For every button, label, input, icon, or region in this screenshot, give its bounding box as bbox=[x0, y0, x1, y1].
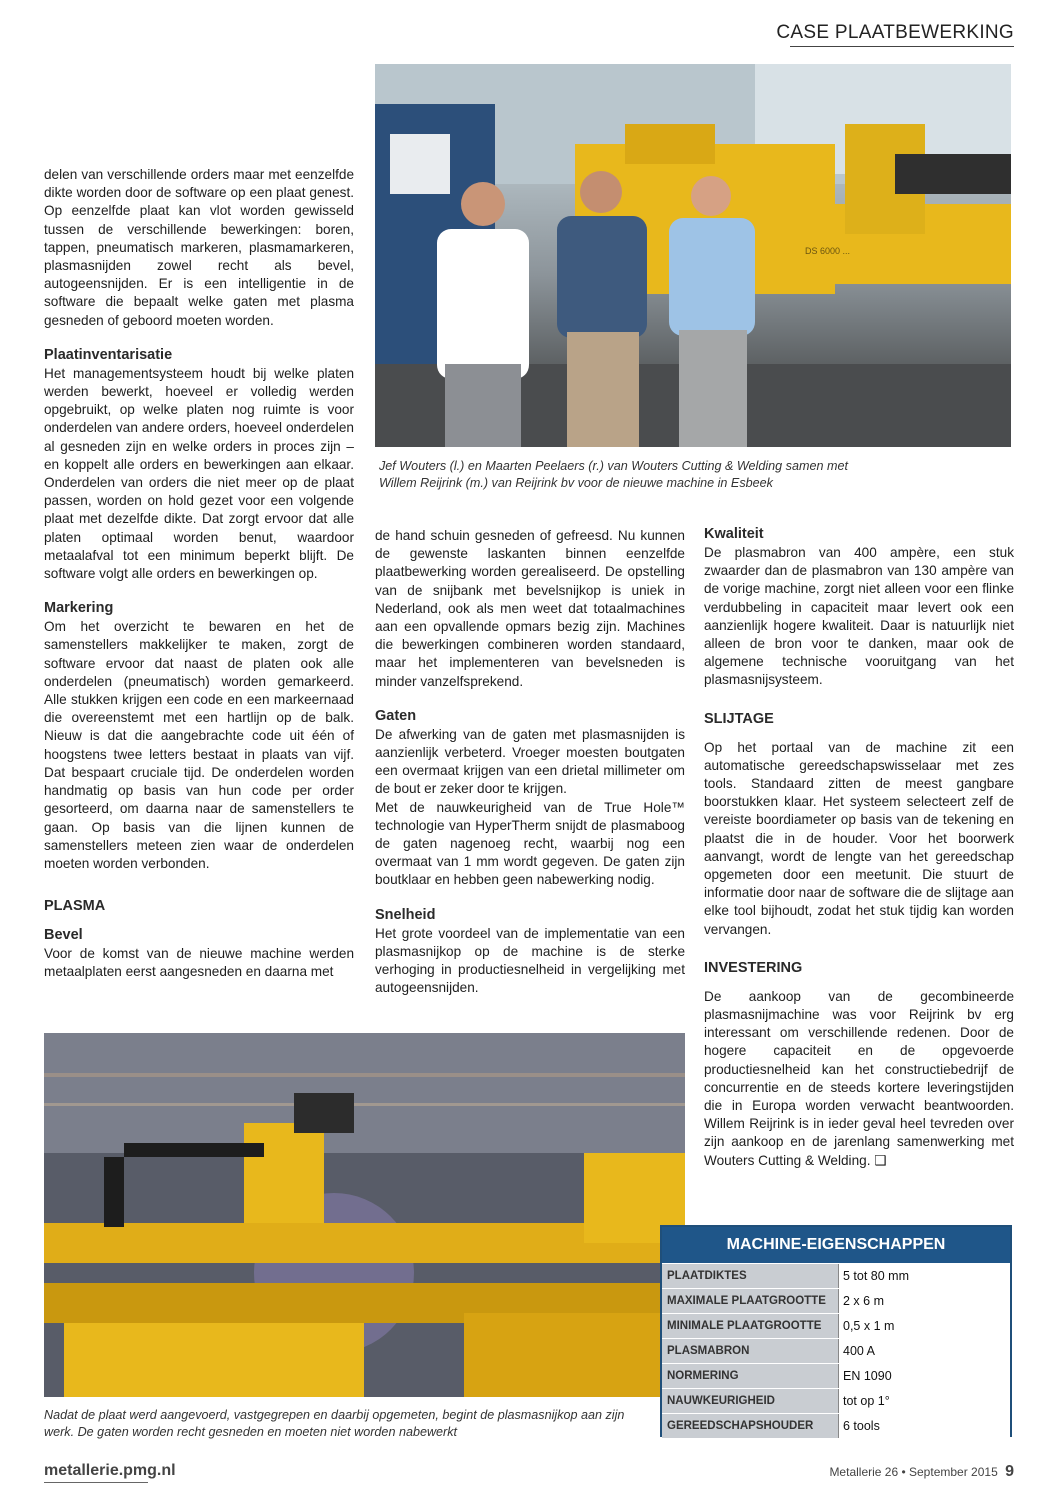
spec-key: GEREEDSCHAPSHOUDER bbox=[662, 1414, 838, 1438]
paragraph-investering: De aankoop van de gecombineerde plasmasnijmachine was voor Reijrink bv erg interessant om verschillende redenen. Door de hogere capaciteit en de opgevoerde productiesnelheid kan het constructiebedrijf de concurrentie en de steeds kortere leveringstijden die in Europa worden verwacht beantwoorden. Willem Reijrink is in ieder geval heel tevreden over zijn aankoop en de jarenlang samenwerking met Wouters Cutting & Welding. ❑ bbox=[704, 988, 1014, 1168]
paragraph-snelheid: Het grote voordeel van de implementatie van een plasmasnijkop op de machine is de sterke verhoging in productiesnelheid in vergelijking met autogeensnijden. bbox=[375, 925, 685, 996]
machine-label: DS 6000 ... bbox=[805, 246, 851, 256]
paragraph-plaatinventarisatie: Het managementsysteem houdt bij welke platen werden bewerkt, hoeveel er volledig werden opgebruikt, op welke platen nog ruimte is voor onderdelen van andere orders, hoeveel onderdelen al gesneden zijn en welke orders in proces zijn – en koppelt alle orders en bewerkingen aan elkaar. Onderdelen van orders die niet meer op de plaat passen, worden on hold gezet voor een volgende plaat met dezelfde dikte. Dat zorgt ervoor dat alle platen optimaal worden benut, waardoor metaalafval tot een minimum beperkt blijft. De software volgt alle orders en bewerkingen op. bbox=[44, 365, 354, 582]
heading-markering: Markering bbox=[44, 600, 114, 617]
spec-table bbox=[660, 1225, 1012, 1437]
paragraph-gaten-2: Met de nauwkeurigheid van de True Hole™ technologie van HyperTherm snijdt de plasmaboog de gaten nagenoeg recht, waarbij nog een overmaat van 1 mm wordt gegeven. De gaten zijn boutklaar en hebben geen nabewerking nodig. bbox=[375, 799, 685, 888]
paragraph-bevel-cont: de hand schuin gesneden of gefreesd. Nu kunnen de gewenste laskanten binnen eenzelfde plaatbewerking worden gerealiseerd. De opstelling van de snijbank met bevelsnijkop is uniek in Nederland, ook als men weet dat totaalmachines aan een opvallende opmars bezig zijn. Machines die bewerkingen combineren worden standaard, maar het implementeren van bevelsneden is minder vanzelfsprekend. bbox=[375, 528, 685, 689]
paragraph-bevel: Voor de komst van de nieuwe machine werden metaalplaten eerst aangesneden en daarna met bbox=[44, 946, 354, 980]
column-1 bbox=[44, 166, 354, 982]
heading-plasma: PLASMA bbox=[44, 898, 106, 915]
column-3 bbox=[704, 525, 1014, 1170]
spec-row bbox=[662, 1363, 1010, 1388]
spec-key: PLASMABRON bbox=[662, 1339, 838, 1363]
heading-snelheid: Snelheid bbox=[375, 906, 436, 923]
page-number: 9 bbox=[1005, 1463, 1014, 1480]
heading-slijtage: SLIJTAGE bbox=[704, 710, 774, 727]
footer-issue bbox=[829, 1463, 1014, 1481]
section-title: CASE PLAATBEWERKING bbox=[776, 22, 1014, 43]
spec-row bbox=[662, 1413, 1010, 1438]
footer-website-link[interactable]: metallerie.pmg.nl bbox=[44, 1462, 176, 1479]
paragraph-kwaliteit: De plasmabron van 400 ampère, een stuk zwaarder dan de plasmabron van 130 ampère van de vorige machine, zorgt niet alleen voor een flinke verdubbeling in capaciteit maar levert ook een aanzienlijk hogere kwaliteit. Daar is natuurlijk niet alleen de bron voor te danken, maar ook de algemene technische vooruitgang van het plasmasnijsysteem. bbox=[704, 545, 1014, 688]
spec-row bbox=[662, 1288, 1010, 1313]
paragraph-markering: Om het overzicht te bewaren en het de samenstellers makkelijker te maken, zorgt de software ervoor dat naast de platen ook alle onderdelen (pneumatisch) worden gemarkeerd. Alle stukken krijgen een code en een markeernaad die overeenstemt met een hartlijn op de balk. Nieuw is dat die aangebrachte code uit één of hoogstens twee letters bestaat in plaats van vijf. Dat bespaart cruciale tijd. De onderdelen worden handmatig op basis van hun code per order gesorteerd, om daarna naar de samenstellers te gaan. Op basis van die lijnen kunnen de samenstellers meteen zien waar de onderdelen moeten worden verbonden. bbox=[44, 619, 354, 871]
spec-row bbox=[662, 1313, 1010, 1338]
column-2 bbox=[375, 527, 685, 997]
spec-key: NAUWKEURIGHEID bbox=[662, 1389, 838, 1413]
spec-value: 0,5 x 1 m bbox=[838, 1314, 1010, 1338]
spec-value: 2 x 6 m bbox=[838, 1289, 1010, 1313]
spec-row bbox=[662, 1263, 1010, 1288]
spec-value: 6 tools bbox=[838, 1414, 1010, 1438]
photo-people-machine-illustration bbox=[375, 64, 1011, 447]
paragraph-slijtage: Op het portaal van de machine zit een automatische gereedschapswisselaar met zes tools. Standaard zitten de meest gangbare boorstukken klaar. Het systeem selecteert zelf de vereiste boordiameter op basis van de tekening en plaatst die in de houder. Voor het boorwerk aanvangt, wordt de lengte van het gereedschap opgemeten door een meetunit. Die stuurt de informatie door naar de software die de slijtage aan elke tool bijhoudt, zodat het stuk tijdig kan worden vervangen. bbox=[704, 739, 1014, 937]
spec-key: MINIMALE PLAATGROOTTE bbox=[662, 1314, 838, 1338]
photo-people-machine bbox=[375, 64, 1011, 447]
paragraph-intro: delen van verschillende orders maar met eenzelfde dikte worden door de software op een plaat genest. Op eenzelfde plaat kan vlot worden gewisseld tussen de verschillende bewerkingen: boren, tappen, pneumatisch markeren, plasmamarkeren, plasmasnijden zowel recht als bevel, autogeensnijden. Er is een intelligentie in de software die bepaalt welke gaten met plasma gesneden of geboord moeten worden. bbox=[44, 167, 354, 328]
heading-investering: INVESTERING bbox=[704, 959, 803, 976]
paragraph-gaten: De afwerking van de gaten met plasmasnijden is aanzienlijk verbeterd. Vroeger moesten boutgaten een overmaat krijgen van een drietal millimeter om de bout er zeker door te krijgen. bbox=[375, 726, 685, 797]
heading-gaten: Gaten bbox=[375, 707, 417, 724]
header-rule bbox=[790, 46, 1014, 47]
footer-issue-text: Metallerie 26 • September 2015 bbox=[829, 1465, 998, 1479]
spec-table-title: MACHINE-EIGENSCHAPPEN bbox=[662, 1227, 1010, 1263]
caption-top: Jef Wouters (l.) en Maarten Peelaers (r.) van Wouters Cutting & Welding samen met Willem Reijrink (m.) van Reijrink bv voor de nieuwe machine in Esbeek bbox=[379, 459, 848, 490]
spec-row bbox=[662, 1388, 1010, 1413]
footer-rule bbox=[44, 1482, 148, 1483]
spec-value: EN 1090 bbox=[838, 1364, 1010, 1388]
spec-key: NORMERING bbox=[662, 1364, 838, 1388]
spec-key: MAXIMALE PLAATGROOTTE bbox=[662, 1289, 838, 1313]
spec-row bbox=[662, 1338, 1010, 1363]
photo-plasma-machine bbox=[44, 1033, 685, 1397]
heading-bevel: Bevel bbox=[44, 927, 83, 944]
spec-key: PLAATDIKTES bbox=[662, 1264, 838, 1288]
spec-value: 5 tot 80 mm bbox=[838, 1264, 1010, 1288]
heading-kwaliteit: Kwaliteit bbox=[704, 526, 764, 542]
caption-bottom: Nadat de plaat werd aangevoerd, vastgegrepen en daarbij opgemeten, begint de plasmasnijkop aan zijn werk. De gaten worden recht gesneden en moeten niet worden nabewerkt bbox=[44, 1408, 625, 1439]
spec-value: 400 A bbox=[838, 1339, 1010, 1363]
spec-value: tot op 1° bbox=[838, 1389, 1010, 1413]
heading-plaatinventarisatie: Plaatinventarisatie bbox=[44, 346, 173, 363]
photo-plasma-machine-illustration bbox=[44, 1033, 685, 1397]
